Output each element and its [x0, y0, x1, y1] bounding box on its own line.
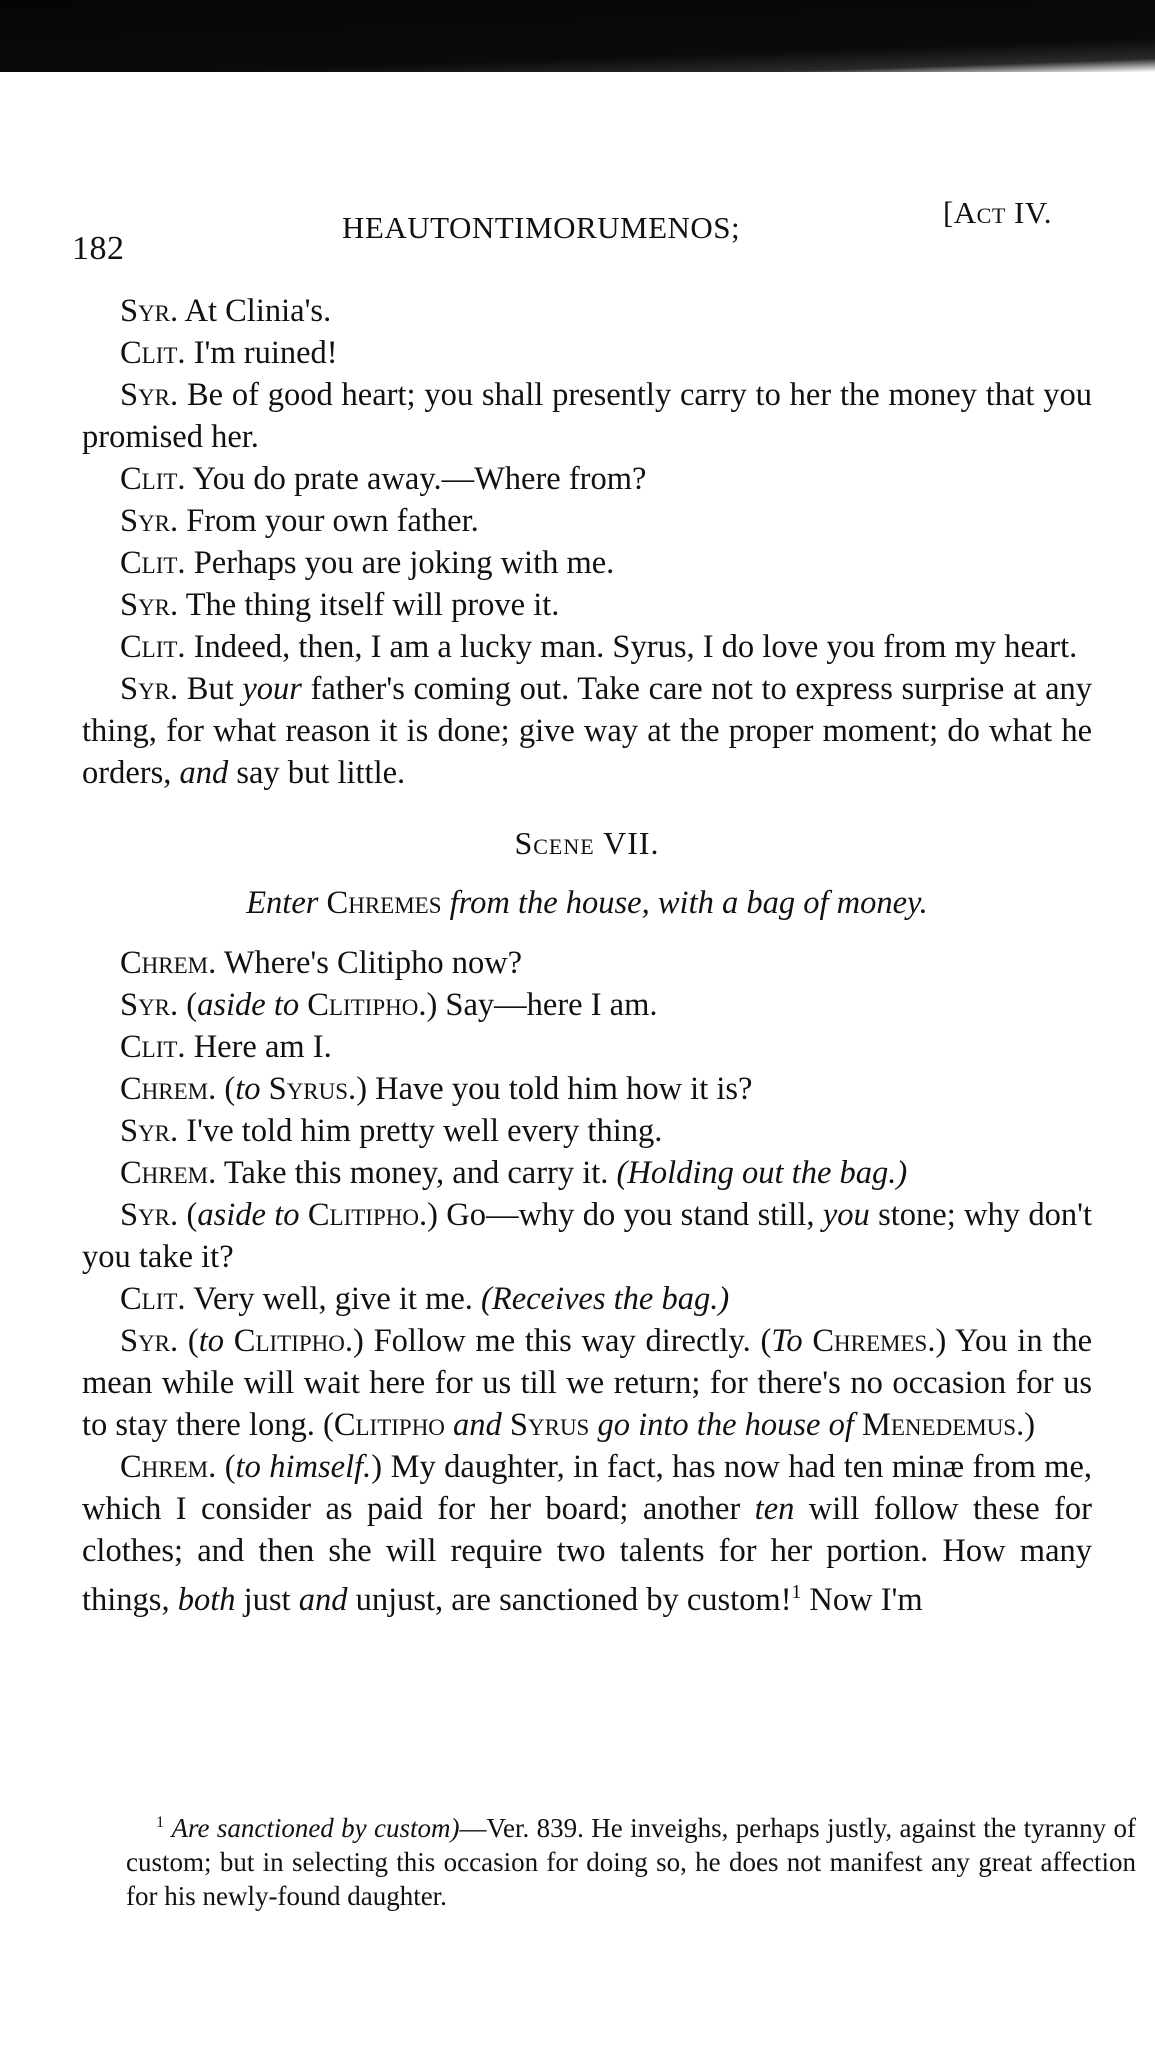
speaker: Clit. [120, 545, 186, 581]
speaker: Clit. [120, 1029, 186, 1065]
line-text: But [186, 671, 243, 707]
footnote-body: —Ver. 839. He inveighs, perhaps justly, against the tyranny of custom; but in selecting this occasion for doing so, he does not manifest any great affection for his newly-found daughter. [126, 1813, 1136, 1911]
emphasis: and [298, 1581, 348, 1618]
line-text: ( [224, 1449, 236, 1485]
dialogue-line [82, 374, 1092, 458]
emphasis: (Holding out the bag.) [616, 1155, 908, 1191]
line-text: At Clinia's. [184, 293, 332, 329]
speaker: Syr. [120, 587, 179, 623]
line-text: ) Follow me this way directly. ( [353, 1323, 772, 1359]
emphasis: aside to [197, 1197, 300, 1233]
emphasis: your [242, 671, 302, 707]
emphasis: to himself. [235, 1449, 372, 1485]
line-text: unjust, are sanctioned by custom! [347, 1581, 792, 1618]
line-text: will follow these for clothes; and then she will require two talents for her portion. How many things, [82, 1491, 1092, 1618]
speaker: Syr. [120, 1323, 179, 1359]
dialogue-line [82, 332, 1092, 374]
dialogue-line [82, 668, 1092, 794]
emphasis: and [453, 1407, 502, 1443]
body-text [82, 290, 1092, 1621]
speaker: Clit. [120, 461, 186, 497]
act-label: [Act IV. [942, 195, 1052, 230]
scene-number: VII. [603, 825, 660, 861]
speaker: Clit. [120, 1281, 186, 1317]
emphasis: ten [754, 1491, 795, 1527]
speaker: Syr. [120, 987, 179, 1023]
speaker: Syr. [120, 377, 179, 413]
footnote-text [126, 1805, 1136, 1913]
emphasis: aside to [197, 987, 300, 1023]
dialogue-line [82, 458, 1092, 500]
dialogue-line [82, 1026, 1092, 1068]
dialogue-line [82, 1446, 1092, 1621]
character-name: Clitipho. [307, 1197, 428, 1233]
dialogue-line [82, 1068, 1092, 1110]
line-text: ) Say—here I am. [426, 987, 658, 1023]
dialogue-line [82, 1110, 1092, 1152]
emphasis: to [198, 1323, 225, 1359]
speaker: Chrem. [120, 1155, 217, 1191]
emphasis: you [822, 1197, 870, 1233]
speaker: Chrem. [120, 1071, 217, 1107]
line-text: I've told him pretty well every thing. [186, 1113, 663, 1149]
line-text: Now I'm [801, 1581, 923, 1618]
dialogue-line [82, 500, 1092, 542]
line-text: ( [186, 987, 198, 1023]
character-name: Chremes [326, 885, 442, 921]
dialogue-line [82, 542, 1092, 584]
footnote [126, 1805, 1136, 1913]
line-text: stone; why don't you take it? [82, 1197, 1092, 1275]
speaker: Chrem. [120, 1449, 217, 1485]
line-text: ) Have you told him how it is? [356, 1071, 753, 1107]
footnote-marker: 1 [156, 1813, 165, 1831]
line-text: say but little. [228, 755, 406, 791]
character-name: Syrus [509, 1407, 590, 1443]
speaker: Syr. [120, 503, 179, 539]
line-text: ) [1024, 1407, 1036, 1443]
dialogue-line [82, 942, 1092, 984]
character-name: Syrus. [268, 1071, 357, 1107]
speaker: Clit. [120, 629, 186, 665]
character-name: Clitipho [333, 1407, 445, 1443]
line-text: I'm ruined! [193, 335, 338, 371]
line-text: You do prate away.—Where from? [192, 461, 647, 497]
scene-heading [82, 822, 1092, 864]
line-text: Where's Clitipho now? [223, 945, 523, 981]
character-name: Menedemus. [861, 1407, 1025, 1443]
line-text: Here am I. [193, 1029, 332, 1065]
dialogue-line [82, 584, 1092, 626]
speaker: Syr. [120, 1197, 179, 1233]
running-title: HEAUTONTIMORUMENOS; [342, 210, 741, 245]
emphasis: to [235, 1071, 261, 1107]
speaker: Syr. [120, 293, 179, 329]
enter-word: Enter [246, 885, 319, 921]
scene-label: Scene [514, 825, 595, 861]
line-text: ) Go—why do you stand still, [427, 1197, 823, 1233]
line-text: The thing itself will prove it. [185, 587, 560, 623]
footnote-lemma: Are sanctioned by custom) [171, 1813, 460, 1843]
dialogue-line [82, 1278, 1092, 1320]
line-text: ( [186, 1197, 198, 1233]
page-number: 182 [72, 230, 125, 267]
page-header [72, 195, 1072, 267]
direction-text: from the house, with a bag of money. [449, 885, 928, 921]
emphasis: and [179, 755, 229, 791]
line-text: just [235, 1581, 299, 1618]
footnote-ref: 1 [791, 1582, 802, 1603]
dialogue-line [82, 1194, 1092, 1278]
line-text: father's coming out. Take care not to express surprise at any thing, for what reason it is done; give way at the proper moment; do what he orders, [82, 671, 1092, 791]
line-text: Perhaps you are joking with me. [193, 545, 615, 581]
emphasis: (Receives the bag.) [481, 1281, 730, 1317]
line-text: ) You in the mean while will wait here for us till we return; for there's no occasion for us to stay there long. ( [82, 1323, 1093, 1443]
speaker: Syr. [120, 1113, 179, 1149]
dialogue-line [82, 1152, 1092, 1194]
dialogue-line [82, 290, 1092, 332]
line-text: ( [187, 1323, 199, 1359]
line-text: Indeed, then, I am a lucky man. Syrus, I do love you from my heart. [193, 629, 1078, 665]
line-text: ( [224, 1071, 236, 1107]
character-name: Clitipho. [307, 987, 427, 1023]
emphasis: both [177, 1581, 236, 1618]
speaker: Clit. [120, 335, 186, 371]
character-name: Chremes. [812, 1323, 936, 1359]
emphasis: To [771, 1323, 803, 1359]
emphasis: go into the house of [597, 1407, 854, 1443]
speaker: Chrem. [120, 945, 217, 981]
line-text: ) My daughter, in fact, has now had ten minæ from me, which I consider as paid for her board; another [82, 1449, 1092, 1527]
speaker: Syr. [120, 671, 179, 707]
page-top-edge [0, 0, 1155, 72]
line-text: From your own father. [186, 503, 479, 539]
stage-direction [82, 882, 1092, 924]
character-name: Clitipho. [233, 1323, 353, 1359]
dialogue-line [82, 984, 1092, 1026]
dialogue-line [82, 626, 1092, 668]
line-text: Take this money, and carry it. [223, 1155, 617, 1191]
dialogue-line [82, 1320, 1092, 1446]
line-text: Be of good heart; you shall presently carry to her the money that you promised her. [82, 377, 1092, 455]
line-text: Very well, give it me. [193, 1281, 482, 1317]
